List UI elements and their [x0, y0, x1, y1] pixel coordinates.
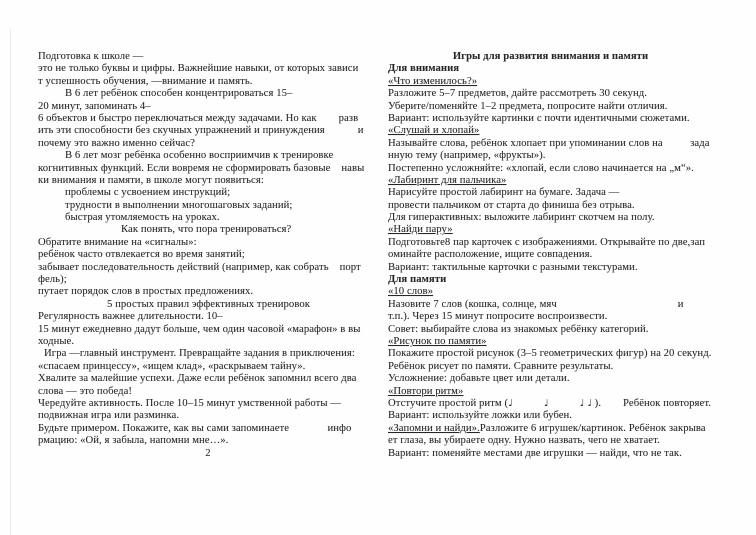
text-line: 6 объектов и быстро переключаться между задачами. Но как разв — [38, 112, 359, 124]
text-line: Вариант: используйте картинки с почти идентичными сюжетами. — [388, 112, 690, 124]
text-line: Вариант: поменяйте местами две игрушки — найди, что не так. — [388, 447, 682, 459]
text-line: Усложнение: добавьте цвет или детали. — [388, 373, 570, 385]
text-line: Ребёнок рисует по памяти. Сравните результаты. — [388, 360, 614, 372]
text-line: Покажите простой рисунок (3–5 геометрических фигур) на 20 секунд. — [388, 348, 712, 360]
section-heading: Для внимания — [388, 63, 460, 75]
text-line: Постепенно усложняйте: «хлопай, если слово начинается на „м“». — [388, 162, 694, 174]
text-line: Регулярность важнее длительности. 10– — [38, 311, 223, 323]
text-line: Разложите 5–7 предметов, дайте рассмотреть 30 секунд. — [388, 88, 647, 100]
text-line: быстрая утомляемость на уроках. — [65, 212, 220, 224]
text-line: нную тему (например, «фрукты»). — [388, 150, 546, 162]
text-line: Хвалите за малейшие успехи. Даже если ребёнок запомнил всего два — [38, 373, 357, 385]
text-line: Называйте слова, ребёнок хлопает при упоминании слов на зада — [388, 137, 710, 149]
text-line: Вариант: используйте ложки или бубен. — [388, 410, 573, 422]
text-line: ходные. — [38, 335, 75, 347]
text-line: Вариант: тактильные карточки с разными текстурами. — [388, 261, 638, 273]
text-line: 20 минут, запоминать 4– — [38, 100, 151, 112]
text-line: Будьте примером. Покажите, как вы сами запоминаете инфо — [38, 422, 352, 434]
text-line: рмацию: «Ой, я забыла, напомни мне…». — [38, 435, 229, 447]
text-line: 15 минут ежедневно дадут больше, чем один часовой «марафон» в вы — [38, 323, 361, 335]
game-heading: «Слушай и хлопай» — [388, 125, 480, 137]
text-line: Отстучите простой ритм (♩ ♩ ♩ ♩ ). Ребёнок повторяет. — [388, 397, 712, 409]
game-heading: «Найди пару» — [388, 224, 453, 236]
text-line: забывает последовательность действий (например, как собрать порт — [38, 261, 361, 273]
text-line: Уберите/поменяйте 1–2 предмета, попросите найти отличия. — [388, 100, 668, 112]
text-line: «спасаем принцессу», «ищем клад», «раскрываем тайну». — [38, 360, 306, 372]
text-line: Нарисуйте простой лабиринт на бумаге. Задача — — [388, 187, 620, 199]
page-left — [38, 51, 378, 460]
text-line: Назовите 7 слов (кошка, солнце, мяч и — [388, 298, 684, 310]
text-line: слова — это победа! — [38, 385, 133, 397]
text-line: Совет: выбирайте слова из знакомых ребёнку категорий. — [388, 323, 649, 335]
text-line: когнитивных функций. Если вовремя не сформировать базовые навы — [38, 162, 365, 174]
text-line: ребёнок часто отвлекается во время занятий; — [38, 249, 245, 261]
text-line: 5 простых правил эффективных тренировок — [107, 298, 310, 310]
game-heading: «Лабиринт для пальчика» — [388, 174, 507, 186]
game-heading: «10 слов» — [388, 286, 434, 298]
text-line: трудности в выполнении многошаговых заданий; — [65, 199, 293, 211]
page-title: Игры для развития внимания и памяти — [452, 51, 649, 62]
section-heading: Для памяти — [388, 274, 447, 286]
text-line: путает порядок слов в простых предложениях. — [38, 286, 254, 298]
text-line: фель); — [38, 274, 67, 286]
text-line: ет глаза, вы убираете одну. Нужно назвать, чего не хватает. — [388, 435, 660, 447]
game-heading: «Повтори ритм» — [388, 385, 464, 397]
text-line: В 6 лет ребёнок способен концентрироваться 15– — [65, 88, 293, 100]
text-line: Подготовьте8 пар карточек с изображениями. Открывайте по две,зап — [388, 236, 706, 248]
text-line: подвижная игра или разминка. — [38, 410, 180, 422]
text-line: Обратите внимание на «сигналы»: — [38, 236, 197, 248]
page-number: 2 — [205, 447, 211, 459]
text-line: ить эти способности без скучных упражнений и принуждения и — [38, 125, 364, 137]
game-heading: «Что изменилось?» — [388, 75, 478, 87]
text-line: Для гиперактивных: выложите лабиринт скотчем на полу. — [388, 212, 655, 224]
text-line: Чередуйте активность. После 10–15 минут умственной работы — — [38, 397, 342, 409]
text-line: ки внимания и памяти, в школе могут появиться: — [38, 174, 264, 186]
text-line: т успешность обучения, —внимание и память. — [38, 75, 253, 87]
game-heading: «Рисунок по памяти» — [388, 335, 487, 347]
page-edge-line — [10, 28, 11, 535]
text-line: Игра —главный инструмент. Превращайте задания в приключения: — [44, 348, 355, 360]
page-right — [388, 51, 713, 460]
text-line: это не только буквы и цифры. Важнейшие навыки, от которых зависи — [38, 63, 359, 75]
text-line: проблемы с усвоением инструкций; — [65, 187, 231, 199]
text-line: провести пальчиком от старта до финиша без отрыва. — [388, 199, 635, 211]
text-line: оминайте расположение, ищите совпадения. — [388, 249, 593, 261]
text-line: «Запомни и найди».Разложите 6 игрушек/картинок. Ребёнок закрыва — [388, 422, 706, 434]
text-line: т.п.). Через 15 минут попросите воспроизвести. — [388, 311, 608, 323]
text-line: Подготовка к школе — — [38, 51, 144, 62]
text-line: почему это важно именно сейчас? — [38, 137, 195, 149]
text-line: Как понять, что пора тренироваться? — [121, 224, 292, 236]
text-line: В 6 лет мозг ребёнка особенно восприимчив к тренировке — [65, 150, 334, 162]
quarter-note-icons: ♩ ♩ ♩ ♩ — [508, 397, 592, 409]
